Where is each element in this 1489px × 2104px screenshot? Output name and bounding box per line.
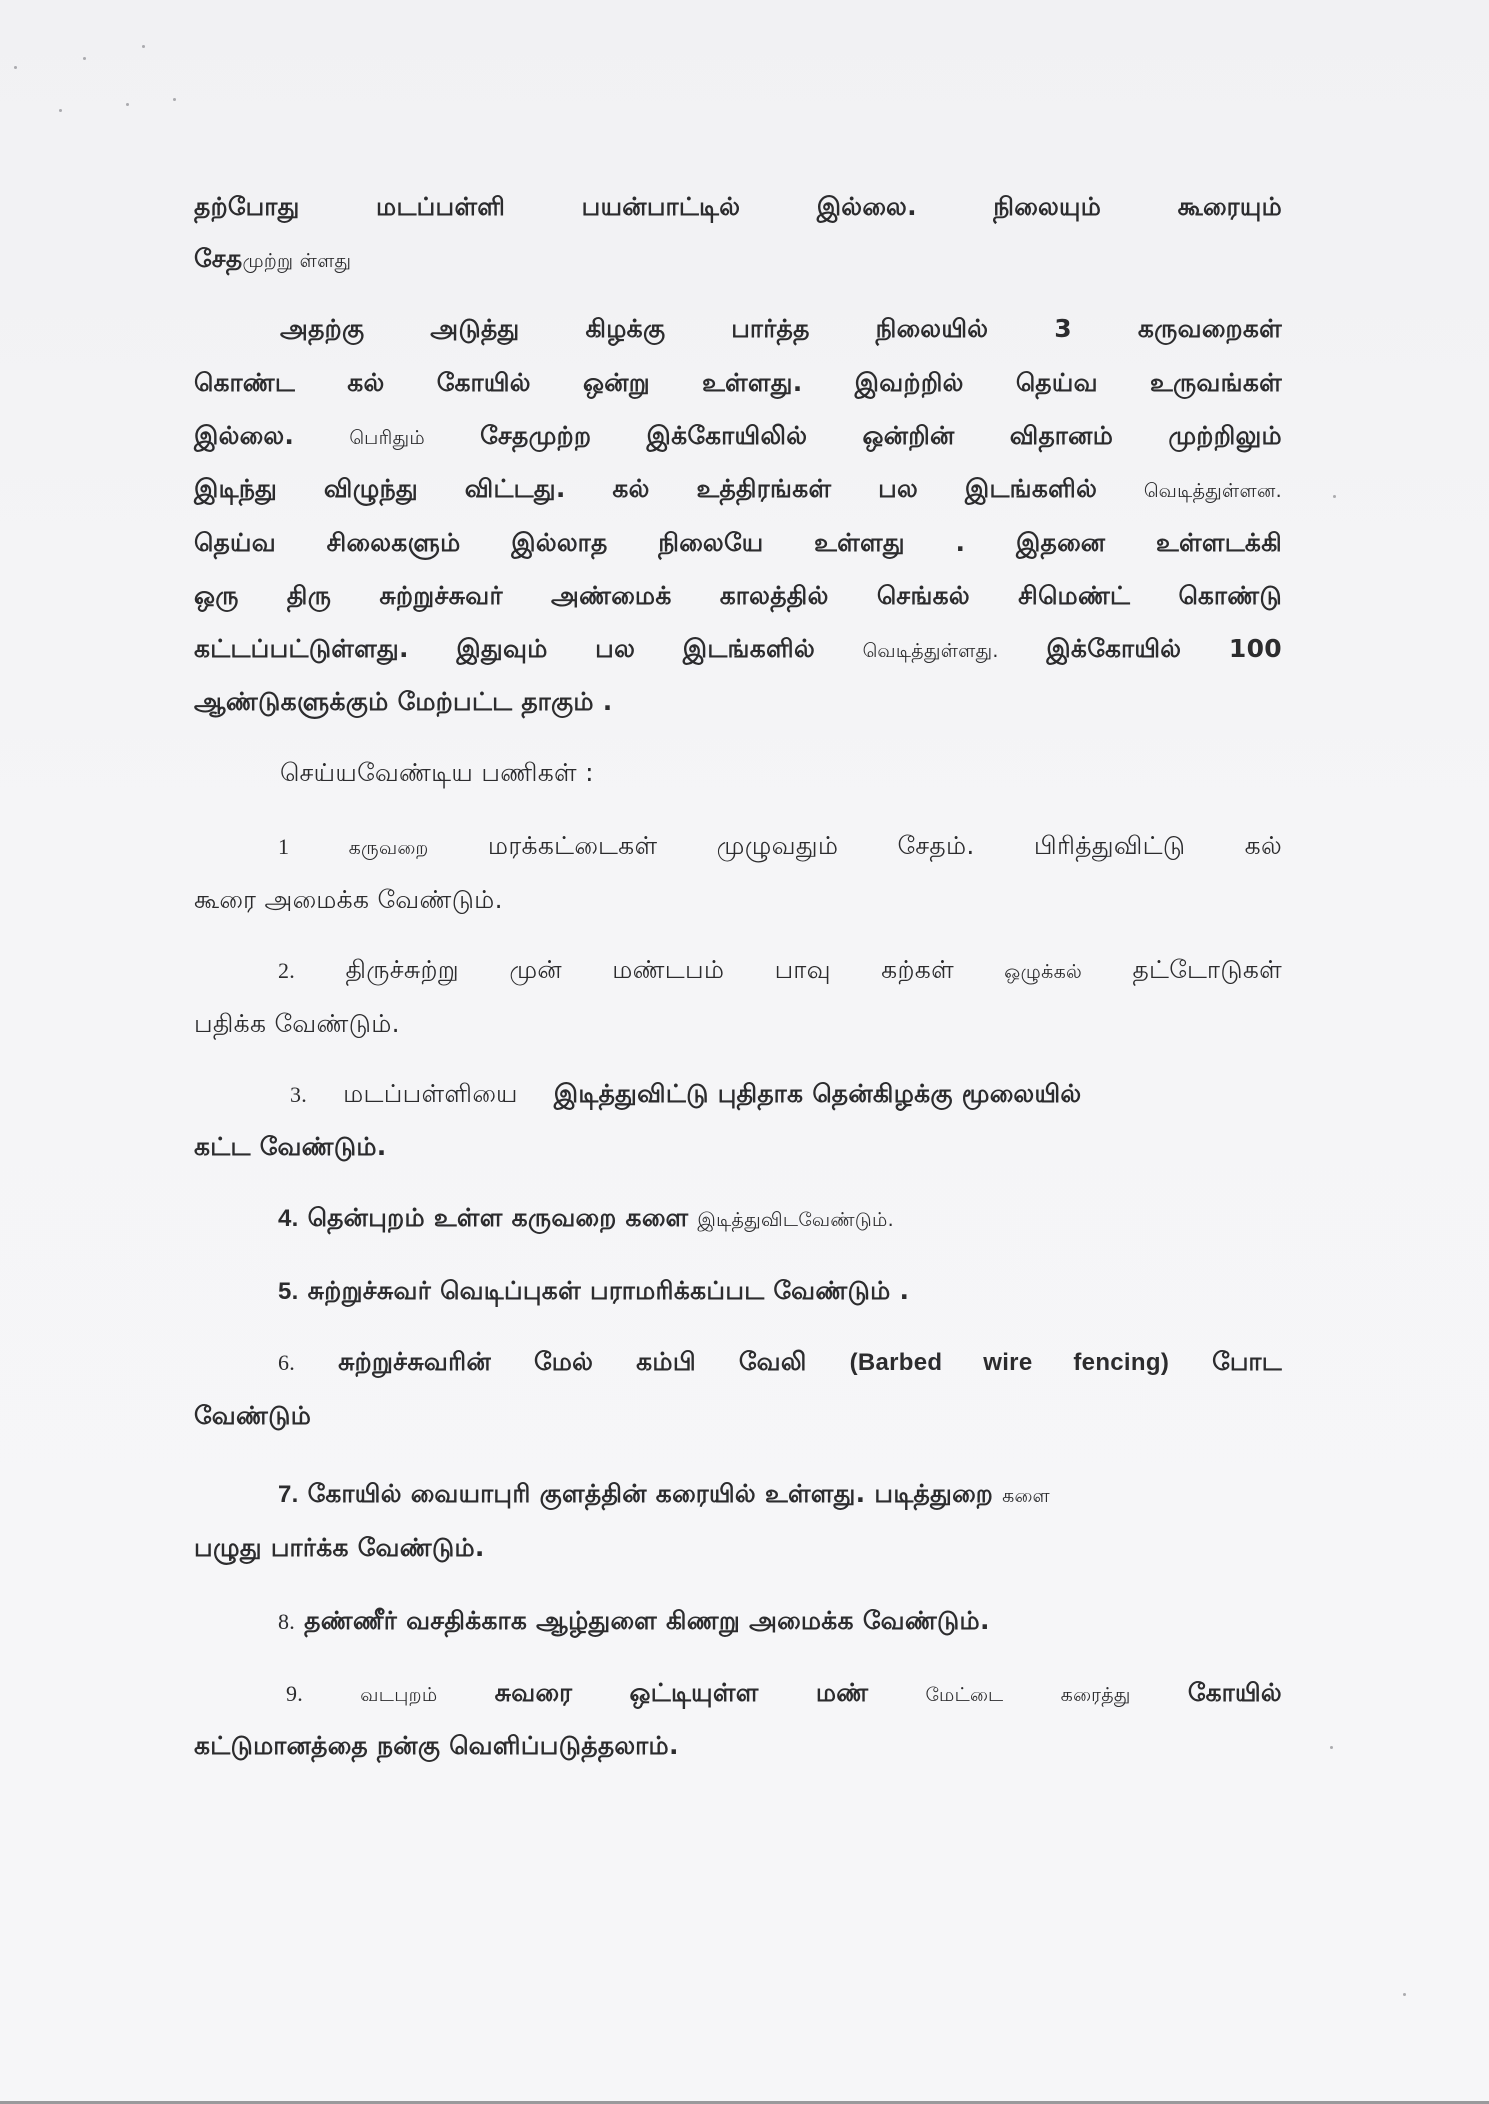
task-text: தென்புறம் உள்ள கருவறை களை bbox=[307, 1203, 689, 1232]
task-text-small: கரைத்து bbox=[1060, 1684, 1131, 1706]
task-number: 6. bbox=[278, 1350, 296, 1375]
paragraph-text: அதற்கு அடுத்து கிழக்கு பார்த்த நிலையில் 3 கருவறைகள் bbox=[280, 314, 1282, 343]
task-9-line-1 bbox=[194, 1676, 1282, 1712]
task-2-line-2 bbox=[194, 1007, 1282, 1041]
task-text-english: (Barbed wire fencing) bbox=[849, 1349, 1170, 1376]
intro-text-small: முற்று ள்ளது bbox=[242, 250, 352, 272]
paragraph-text-small: வெடித்துள்ளது. bbox=[862, 640, 999, 662]
paragraph-text: இக்கோயில் 100 bbox=[1046, 634, 1282, 663]
paragraph-line-3 bbox=[194, 419, 1282, 455]
task-text: கட்டுமானத்தை நன்கு வெளிப்படுத்தலாம். bbox=[194, 1731, 679, 1760]
paragraph-line-1 bbox=[194, 312, 1282, 346]
task-text-small: களை bbox=[1002, 1485, 1050, 1507]
task-text-small: இடித்துவிடவேண்டும். bbox=[697, 1209, 894, 1231]
paragraph-line-4 bbox=[194, 472, 1282, 508]
paragraph-text: தெய்வ சிலைகளும் இல்லாத நிலையே உள்ளது . இதனை உள்ளடக்கி bbox=[194, 528, 1282, 557]
paragraph-text: கொண்ட கல் கோயில் ஒன்று உள்ளது. இவற்றில் தெய்வ உருவங்கள் bbox=[194, 368, 1282, 397]
task-number: 1 bbox=[278, 834, 290, 859]
paragraph-text: சேதமுற்ற இக்கோயிலில் ஒன்றின் விதானம் முற்றிலும் bbox=[480, 421, 1282, 450]
paragraph-line-2 bbox=[194, 366, 1282, 400]
task-text: கட்ட வேண்டும். bbox=[194, 1132, 387, 1161]
scan-speck bbox=[83, 57, 86, 60]
paragraph-line-8 bbox=[194, 685, 1282, 719]
intro-line-2 bbox=[194, 242, 1282, 278]
intro-text: சேத bbox=[194, 244, 243, 273]
task-text: சுற்றுச்சுவரின் மேல் கம்பி வேலி bbox=[338, 1347, 807, 1376]
task-3-line-2 bbox=[194, 1130, 1282, 1164]
tasks-heading-text: செய்யவேண்டிய பணிகள் : bbox=[280, 758, 594, 787]
task-number: 4. bbox=[278, 1205, 299, 1232]
task-text: மரக்கட்டைகள் முழுவதும் சேதம். பிரித்துவிட்டு கல் bbox=[487, 831, 1283, 860]
task-number: 5. bbox=[278, 1278, 299, 1305]
task-text: சுவரை ஒட்டியுள்ள மண் bbox=[494, 1678, 869, 1707]
task-number: 8. bbox=[278, 1609, 296, 1634]
task-number: 2. bbox=[278, 958, 296, 983]
paragraph-text-small: பெரிதும் bbox=[349, 427, 425, 449]
paragraph-text-small: வெடித்துள்ளன. bbox=[1143, 480, 1282, 502]
paragraph-line-5 bbox=[194, 526, 1282, 560]
task-text: மடப்பள்ளியை bbox=[343, 1079, 518, 1108]
paragraph-line-6 bbox=[194, 579, 1282, 613]
task-8-line-1 bbox=[194, 1604, 1282, 1639]
task-text: திருச்சுற்று முன் மண்டபம் பாவு கற்கள் bbox=[345, 955, 954, 984]
task-1-line-1 bbox=[194, 829, 1282, 865]
task-5-line-1 bbox=[194, 1274, 1282, 1309]
intro-text: தற்போது மடப்பள்ளி பயன்பாட்டில் இல்லை. நிலையும் கூரையும் bbox=[194, 192, 1282, 221]
task-text: கூரை அமைக்க வேண்டும். bbox=[194, 885, 503, 914]
task-text: கோயில் bbox=[1187, 1678, 1282, 1707]
task-9-line-2 bbox=[194, 1729, 1282, 1763]
task-text: சுற்றுச்சுவர் வெடிப்புகள் பராமரிக்கப்பட வேண்டும் . bbox=[307, 1276, 910, 1305]
task-text: தட்டோடுகள் bbox=[1132, 955, 1282, 984]
task-7-line-2 bbox=[194, 1531, 1282, 1565]
task-text-small: மேட்டை bbox=[925, 1684, 1004, 1706]
task-7-line-1 bbox=[194, 1477, 1282, 1513]
paragraph-text: ஒரு திரு சுற்றுச்சுவர் அண்மைக் காலத்தில் செங்கல் சிமெண்ட் கொண்டு bbox=[194, 581, 1282, 610]
intro-line-1 bbox=[194, 190, 1282, 224]
paragraph-text: ஆண்டுகளுக்கும் மேற்பட்ட தாகும் . bbox=[194, 687, 613, 716]
task-text-small: வடபுறம் bbox=[360, 1684, 438, 1706]
paragraph-text: கட்டப்பட்டுள்ளது. இதுவும் பல இடங்களில் bbox=[194, 634, 815, 663]
task-1-line-2 bbox=[194, 883, 1282, 917]
scan-speck bbox=[173, 98, 176, 101]
task-text-small: கருவறை bbox=[348, 837, 429, 859]
task-2-line-1 bbox=[194, 953, 1282, 989]
task-text: தண்ணீர் வசதிக்காக ஆழ்துளை கிணறு அமைக்க வேண்டும். bbox=[304, 1606, 990, 1635]
scan-speck bbox=[126, 103, 129, 106]
task-4-line-1 bbox=[194, 1201, 1282, 1237]
task-text: கோயில் வையாபுரி குளத்தின் கரையில் உள்ளது. படித்துறை bbox=[307, 1479, 994, 1508]
task-text: போட bbox=[1212, 1347, 1282, 1376]
scan-speck bbox=[14, 66, 17, 69]
scan-speck bbox=[1330, 1746, 1333, 1749]
scan-speck bbox=[1333, 495, 1336, 498]
task-text: வேண்டும் bbox=[194, 1401, 312, 1430]
task-text: இடித்துவிட்டு புதிதாக தென்கிழக்கு மூலையில் bbox=[553, 1079, 1082, 1108]
task-6-line-1 bbox=[194, 1345, 1282, 1380]
tasks-heading bbox=[194, 756, 1282, 790]
paragraph-text: இடிந்து விழுந்து விட்டது. கல் உத்திரங்கள் பல இடங்களில் bbox=[194, 474, 1098, 503]
scan-speck bbox=[142, 45, 145, 48]
task-number: 3. bbox=[290, 1082, 308, 1107]
scan-speck bbox=[59, 109, 62, 112]
paragraph-text: இல்லை. bbox=[194, 421, 295, 450]
task-6-line-2 bbox=[194, 1399, 1282, 1433]
task-text-small: ஒழுக்கல் bbox=[1004, 961, 1083, 983]
task-text: பதிக்க வேண்டும். bbox=[194, 1009, 400, 1038]
task-text: பழுது பார்க்க வேண்டும். bbox=[194, 1533, 485, 1562]
task-3-line-1 bbox=[194, 1077, 1282, 1112]
paragraph-line-7 bbox=[194, 632, 1282, 668]
scan-speck bbox=[1403, 1993, 1406, 1996]
task-number: 9. bbox=[286, 1681, 304, 1706]
task-number: 7. bbox=[278, 1481, 299, 1508]
